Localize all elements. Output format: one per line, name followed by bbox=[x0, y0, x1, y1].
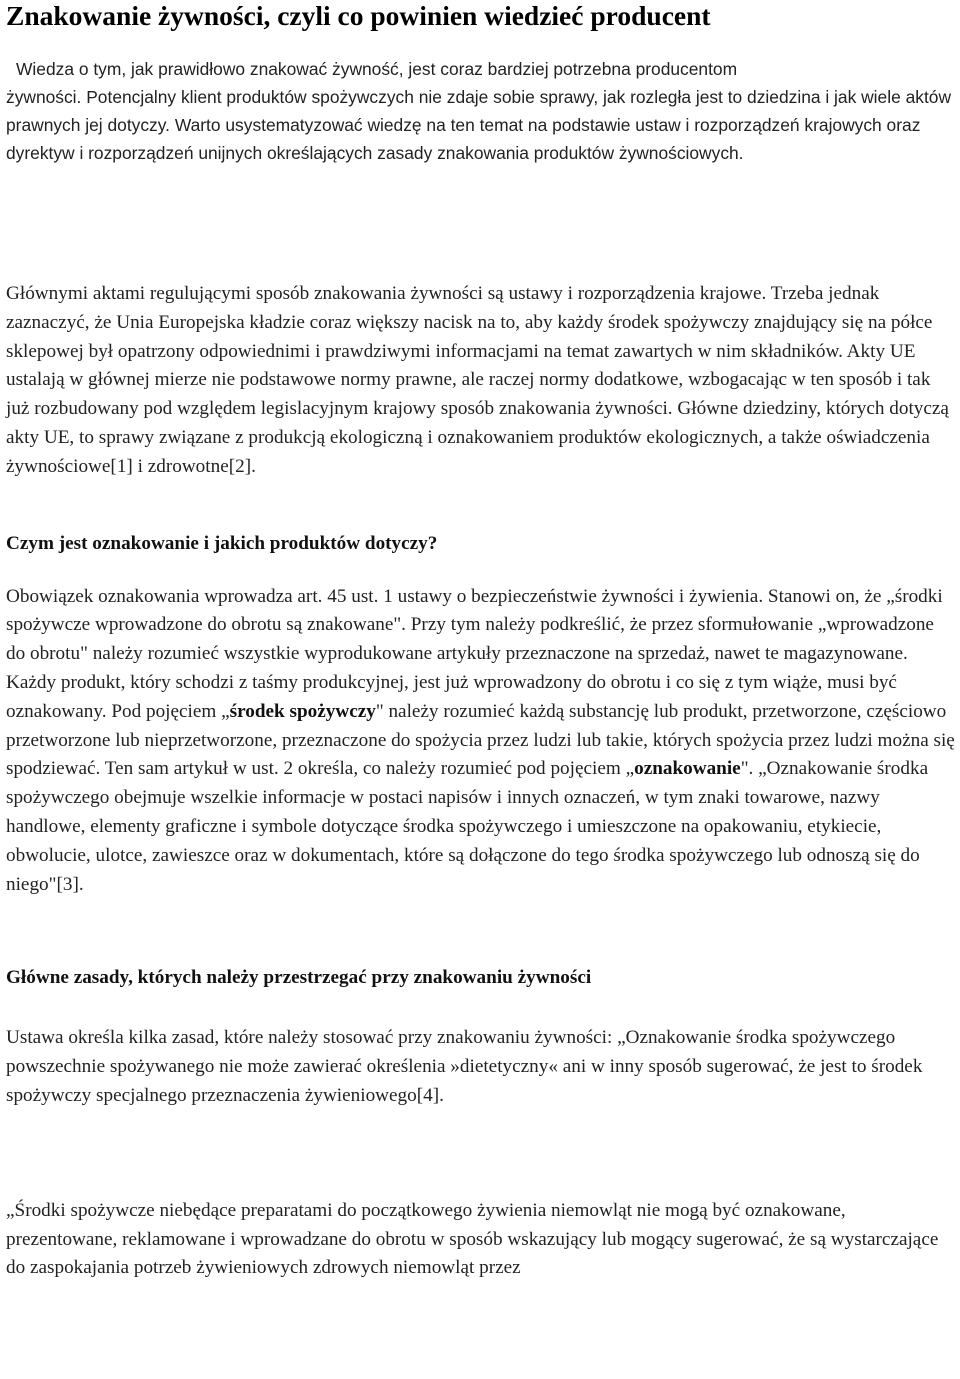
intro-rest: żywności. Potencjalny klient produktów spożywczych nie zdaje sobie sprawy, jak rozległa jest to dziedzina i jak wiele aktów prawnych jej dotyczy. Warto usystematyzować wiedzę na ten temat na podstawie ustaw i rozporządzeń krajowych oraz dyrektyw i rozporządzeń unijnych określających zasady znakowania produktów żywnościowych. bbox=[6, 87, 952, 163]
section2-paragraph bbox=[6, 583, 956, 900]
page-title: Znakowanie żywności, czyli co powinien wiedzieć producent bbox=[6, 0, 711, 31]
section3-heading: Główne zasady, których należy przestrzegać przy znakowaniu żywności bbox=[6, 967, 592, 989]
intro-paragraph bbox=[6, 55, 956, 167]
term-srodek-spozywczy: środek spożywczy bbox=[229, 700, 376, 722]
section2-heading: Czym jest oznakowanie i jakich produktów dotyczy? bbox=[6, 532, 438, 554]
term-oznakowanie: oznakowanie bbox=[634, 758, 741, 780]
section2-text-part3: ". „Oznakowanie środka spożywczego obejmuje wszelkie informacje w postaci napisów i innych oznaczeń, w tym znaki towarowe, nazwy handlowe, elementy graficzne i symbole dotyczące środka spożywczego i umieszczone na opakowaniu, etykiecie, obwolucie, ulotce, zawieszce oraz w dokumentach, które są dołączone do tego środka spożywczego lub odnoszą się do niego"[3]. bbox=[6, 758, 929, 895]
section2-text-part2: " należy rozumieć każdą substancję lub produkt, przetworzone, częściowo przetworzone lub nieprzetworzone, przeznaczone do spożycia przez ludzi lub takie, których spożycia przez ludzi można się spodziewać. Ten sam artykuł w ust. 2 określa, co należy rozumieć pod pojęciem „ bbox=[6, 700, 955, 780]
section1-paragraph: Głównymi aktami regulującymi sposób znakowania żywności są ustawy i rozporządzenia krajowe. Trzeba jednak zaznaczyć, że Unia Europejska kładzie coraz większy nacisk na to, aby każdy środek spożywczy znajdujący się na półce sklepowej był opatrzony odpowiednimi i prawdziwymi informacjami na temat zawartych w nim składników. Akty UE ustalają w głównej mierze nie podstawowe normy prawne, ale raczej normy dodatkowe, wzbogacając w ten sposób i tak już rozbudowany pod względem legislacyjnym krajowy sposób znakowania żywności. Główne dziedziny, których dotyczą akty UE, to sprawy związane z produkcją ekologiczną i oznakowaniem produktów ekologicznych, a także oświadczenia żywnościowe[1] i zdrowotne[2]. bbox=[6, 283, 949, 477]
section3-paragraph-2: „Środki spożywcze niebędące preparatami do początkowego żywienia niemowląt nie mogą być oznakowane, prezentowane, reklamowane i wprowadzane do obrotu w sposób wskazujący lub mogący sugerować, że są wystarczające do zaspokajania potrzeb żywieniowych zdrowych niemowląt przez bbox=[6, 1199, 939, 1279]
intro-first-line: Wiedza o tym, jak prawidłowo znakować żywność, jest coraz bardziej potrzebna producentom bbox=[16, 59, 738, 79]
section3-paragraph: Ustawa określa kilka zasad, które należy stosować przy znakowaniu żywności: „Oznakowanie środka spożywczego powszechnie spożywanego nie może zawierać określenia »dietetyczny« ani w inny sposób sugerować, że jest to środek spożywczy specjalnego przeznaczenia żywieniowego[4]. bbox=[6, 1027, 923, 1106]
document-page bbox=[6, 0, 956, 1283]
section2-text-part1: Obowiązek oznakowania wprowadza art. 45 ust. 1 ustawy o bezpieczeństwie żywności i żywienia. Stanowi on, że „środki spożywcze wprowadzone do obrotu są znakowane". Przy tym należy podkreślić, że przez sformułowanie „wprowadzone do obrotu" należy rozumieć wszystkie wyprodukowane artykuły przeznaczone na sprzedaż, nawet te magazynowane. Każdy produkt, który schodzi z taśmy produkcyjnej, jest już wprowadzony do obrotu i co się z tym wiąże, musi być oznakowany. Pod pojęciem „ bbox=[6, 585, 943, 722]
